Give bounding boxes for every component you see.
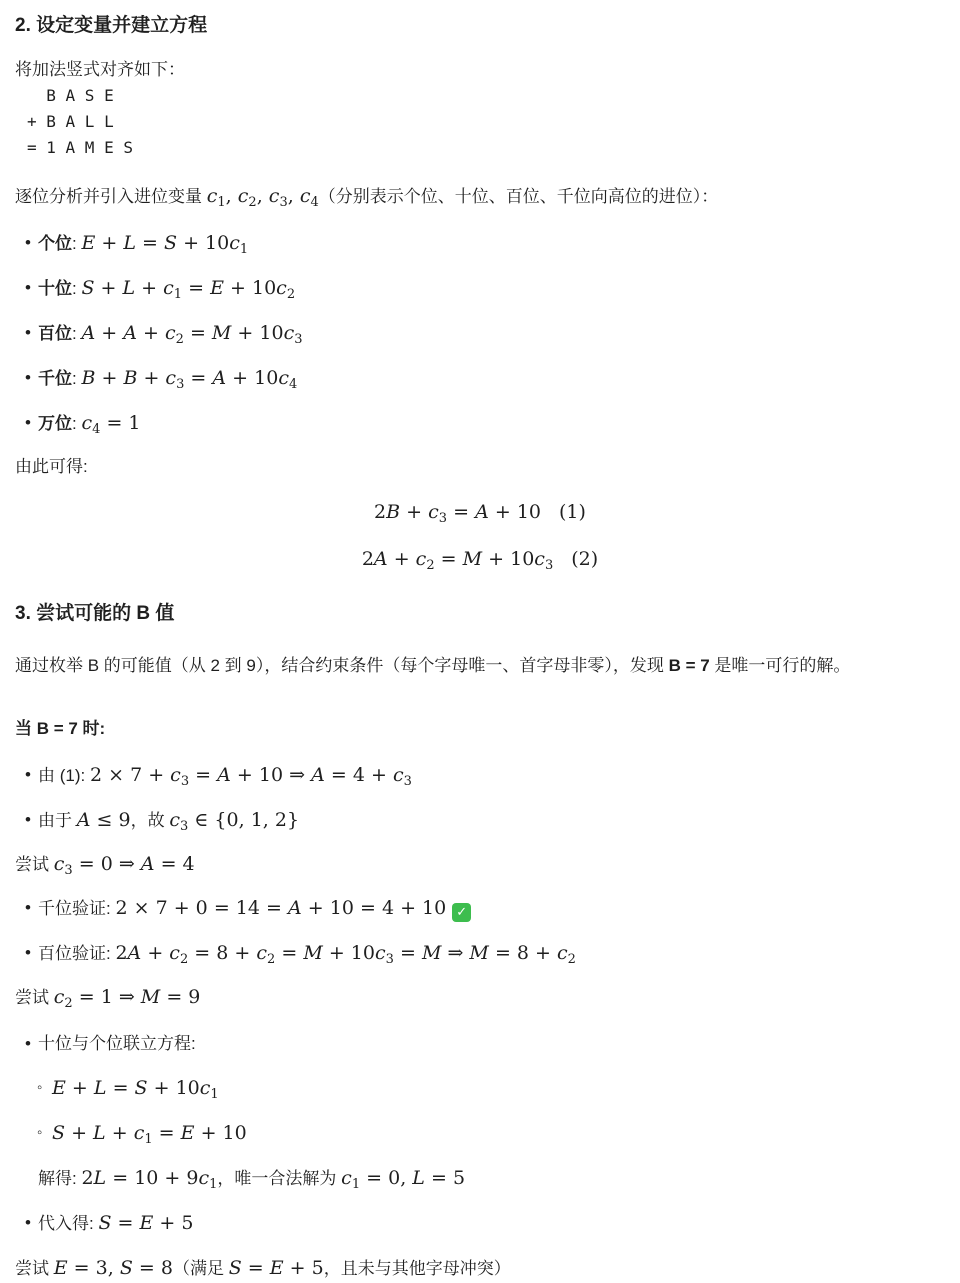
digit-equation-math: $B + B + c_3 = A + 10c_4$ [81,367,298,392]
display-equation-2 [15,545,945,574]
label-separator: : [72,414,82,433]
derive-label-paragraph: 由此可得: [15,457,88,476]
verify-hundreds-math: $2A + c_2 = 8 + c_2 = M + 10c_3 = M$ ⇒ $M = 8 + c_2$ [115,942,576,967]
bound-mid: ，故 [130,811,170,830]
enum-bold-b7: B = 7 [668,656,710,675]
system-eq-1-math: $E + L = S + 10c_1$ [52,1077,219,1102]
enum-pre: 通过枚举 B 的可能值（从 2 到 9），结合约束条件（每个字母唯一、首字母非零），发现 [15,656,669,675]
digit-label: 百位 [38,324,72,343]
verification-list [15,894,945,968]
verify-hundreds-pre: 百位验证: [38,944,116,963]
digit-equation-list [15,229,945,438]
list-item-verify-thousands [15,894,945,923]
code-line-1ames: = 1 A M E S [27,138,133,157]
carry-intro-paragraph [15,183,945,210]
digit-label: 十位 [38,279,72,298]
subst-math: S = E + 5 [98,1212,194,1234]
try-es-math-1: E = 3, S = 8 [53,1257,173,1279]
carry-vars-math: $c_1$, $c_2$, $c_3$, $c_4$ [206,185,319,210]
system-equations-sublist [38,1074,945,1148]
label-separator: : [72,279,82,298]
enum-post: 是唯一可行的解。 [709,656,851,675]
solve-result-line [38,1164,945,1193]
label-separator: : [72,234,82,253]
verify-thousands-pre: 千位验证: [38,899,116,918]
code-line-base: B A S E [27,86,114,105]
verify-thousands-math: 2 × 7 + 0 = 14 = A + 10 = 4 + 10 [115,897,447,919]
digit-equation-math: $S + L + c_1 = E + 10c_2$ [81,277,296,302]
enumeration-paragraph [15,653,945,679]
system-label: 十位与个位联立方程: [38,1034,196,1053]
equation-1-tag: (1) [559,501,586,523]
system-list [15,1030,945,1238]
equation-1-math: $2B + c_3 = A + 10$ [374,501,542,526]
try-es-mid: （满足 [172,1259,229,1278]
from-eq1-math: $2 \times 7 + c_3 = A + 10$ ⇒ $A = 4 + c_3$ [89,764,412,789]
list-item-thousands [15,364,945,393]
carry-intro-post: （分别表示个位、十位、百位、千位向高位的进位）： [318,187,719,206]
bound-pre: 由于 [38,811,77,830]
list-item-from-eq1 [15,761,945,790]
try-es-post: ，且未与其他字母冲突） [323,1259,511,1278]
code-line-ball: + B A L L [27,112,114,131]
label-separator: : [72,369,82,388]
try-c2-math: $c_2 = 1$ ⇒ M = 9 [53,986,201,1011]
section-2-heading: 2. 设定变量并建立方程 [15,15,208,36]
equation-2-tag: (2) [571,548,599,570]
try-c3-pre: 尝试 [15,855,54,874]
digit-label: 千位 [38,369,72,388]
solve-pre: 解得: [38,1169,82,1188]
try-c3-math: $c_3 = 0$ ⇒ A = 4 [53,853,195,878]
sublist-item-eq-units [38,1074,945,1103]
solve-math-2: $c_1 = 0$, L = 5 [341,1167,466,1192]
list-item-verify-hundreds [15,939,945,968]
list-item-units [15,229,945,258]
label-separator: : [72,324,82,343]
case-deduction-list [15,761,945,835]
list-item-substitute [15,1209,945,1238]
bound-math-2: $c_3$ ∈ {0, 1, 2} [169,809,300,834]
bound-math-1: A ≤ 9 [76,809,131,831]
try-c2-paragraph [15,984,945,1011]
from-eq1-pre: 由 (1): [38,766,90,785]
system-eq-2-math: $S + L + c_1 = E + 10$ [52,1122,247,1147]
solve-mid: ，唯一合法解为 [217,1169,342,1188]
list-item-hundreds [15,319,945,348]
list-item-bound [15,806,945,835]
try-c2-pre: 尝试 [15,988,54,1007]
subst-pre: 代入得: [38,1214,99,1233]
try-c3-paragraph [15,851,945,878]
section-3-heading: 3. 尝试可能的 B 值 [15,603,175,624]
solve-math-1: $2L = 10 + 9c_1$ [81,1167,218,1192]
display-equation-1 [15,498,945,527]
list-item-system [15,1030,945,1193]
try-es-paragraph [15,1254,945,1283]
case-b7-heading: 当 B = 7 时: [15,719,106,738]
align-intro-paragraph: 将加法竖式对齐如下： [15,60,185,79]
digit-equation-math: $E + L = S + 10c_1$ [81,232,249,257]
equation-2-math: $2A + c_2 = M + 10c_3$ [361,548,554,573]
digit-equation-math: $c_4 = 1$ [81,412,141,437]
carry-intro-pre: 逐位分析并引入进位变量 [15,187,207,206]
list-item-tenthousands [15,409,945,438]
digit-label: 个位 [38,234,72,253]
try-es-math-2: S = E + 5 [228,1257,324,1279]
digit-equation-math: $A + A + c_2 = M + 10c_3$ [81,322,303,347]
list-item-tens [15,274,945,303]
addition-code-block [15,83,945,161]
digit-label: 万位 [38,414,72,433]
check-mark-icon: ✓ [452,903,471,922]
try-es-pre: 尝试 [15,1259,54,1278]
sublist-item-eq-tens [38,1119,945,1148]
